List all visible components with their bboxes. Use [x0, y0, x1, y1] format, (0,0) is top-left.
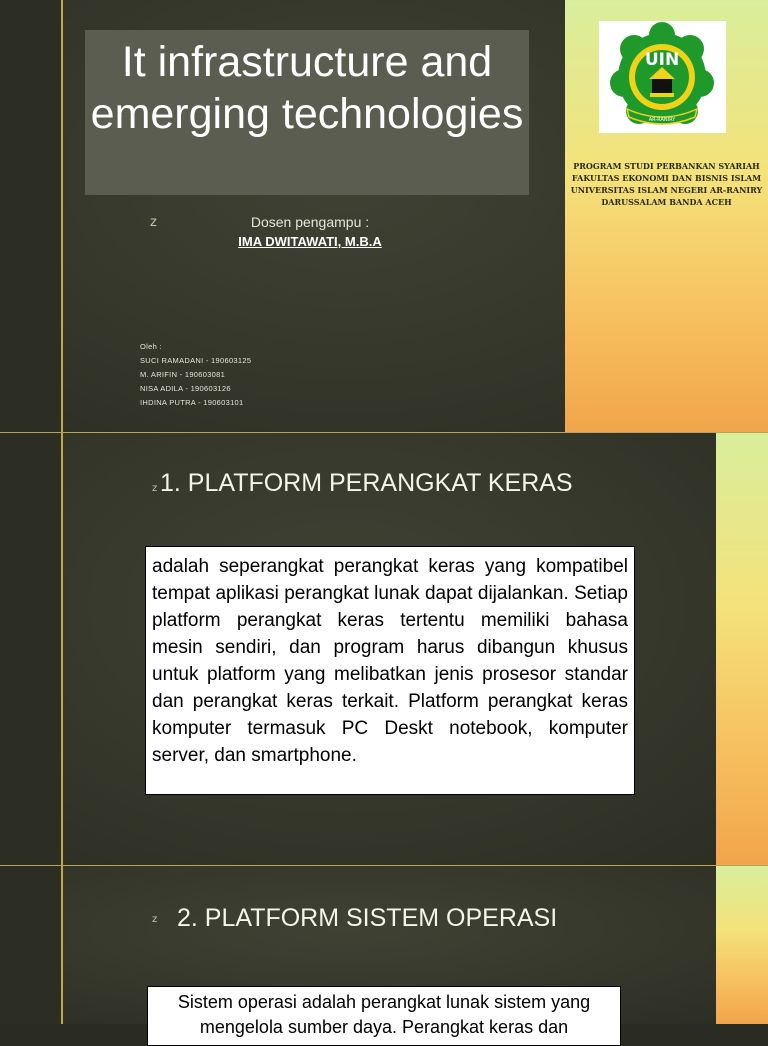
z-marker: z: [152, 914, 158, 925]
slide-heading: 1. PLATFORM PERANGKAT KERAS: [160, 469, 573, 497]
gold-divider-line: [61, 866, 63, 1024]
dosen-name: IMA DWITAWATI, M.B.A: [238, 234, 382, 249]
slide-heading: 2. PLATFORM SISTEM OPERASI: [177, 904, 558, 932]
z-marker: z: [152, 483, 158, 494]
author-line: IHDINA PUTRA - 190603101: [140, 398, 244, 407]
author-line: NISA ADILA - 190603126: [140, 384, 231, 393]
right-gradient-panel: [716, 433, 768, 865]
university-logo: [599, 21, 726, 133]
logo-banner-text: AR-RANIRY: [648, 117, 676, 123]
dosen-label: Dosen pengampu :: [250, 214, 370, 230]
z-marker: z: [150, 215, 157, 230]
content-box: Sistem operasi adalah perangkat lunak sistem yang mengelola sumber daya. Perangkat keras dan: [147, 986, 621, 1046]
author-line: SUCI RAMADANI - 190603125: [140, 356, 252, 365]
slide-platform-sistem-operasi: [0, 865, 768, 1037]
content-box: adalah seperangkat perangkat keras yang kompatibel tempat aplikasi perangkat lunak dapat dijalankan. Setiap platform perangkat keras tertentu memiliki bahasa mesin sendiri, dan program harus dibangun khusus untuk platform yang melibatkan jenis prosesor standar dan perangkat keras terkait. Platform perangkat keras komputer termasuk PC Deskt notebook, komputer server, dan smartphone.: [145, 546, 635, 795]
author-list: [140, 340, 251, 410]
slide-title: It infrastructure and emerging technologies: [85, 30, 529, 195]
left-strip: [0, 866, 62, 1024]
gold-divider-line: [61, 0, 63, 432]
author-line: Oleh :: [140, 342, 162, 351]
slide-platform-perangkat-keras: [0, 432, 768, 865]
author-line: M. ARIFIN - 190603081: [140, 370, 226, 379]
left-strip: [0, 433, 62, 865]
title-slide: [0, 0, 768, 432]
program-text: PROGRAM STUDI PERBANKAN SYARIAH FAKULTAS EKONOMI DAN BISNIS ISLAM UNIVERSITAS ISLAM NEGERI AR-RANIRY DARUSSALAM BANDA ACEH: [570, 161, 763, 207]
right-gradient-panel: [716, 866, 768, 1024]
gold-divider-line: [61, 433, 63, 865]
logo-text: UIN: [644, 50, 680, 70]
left-strip: [0, 0, 62, 432]
uin-logo-icon: [599, 21, 726, 133]
